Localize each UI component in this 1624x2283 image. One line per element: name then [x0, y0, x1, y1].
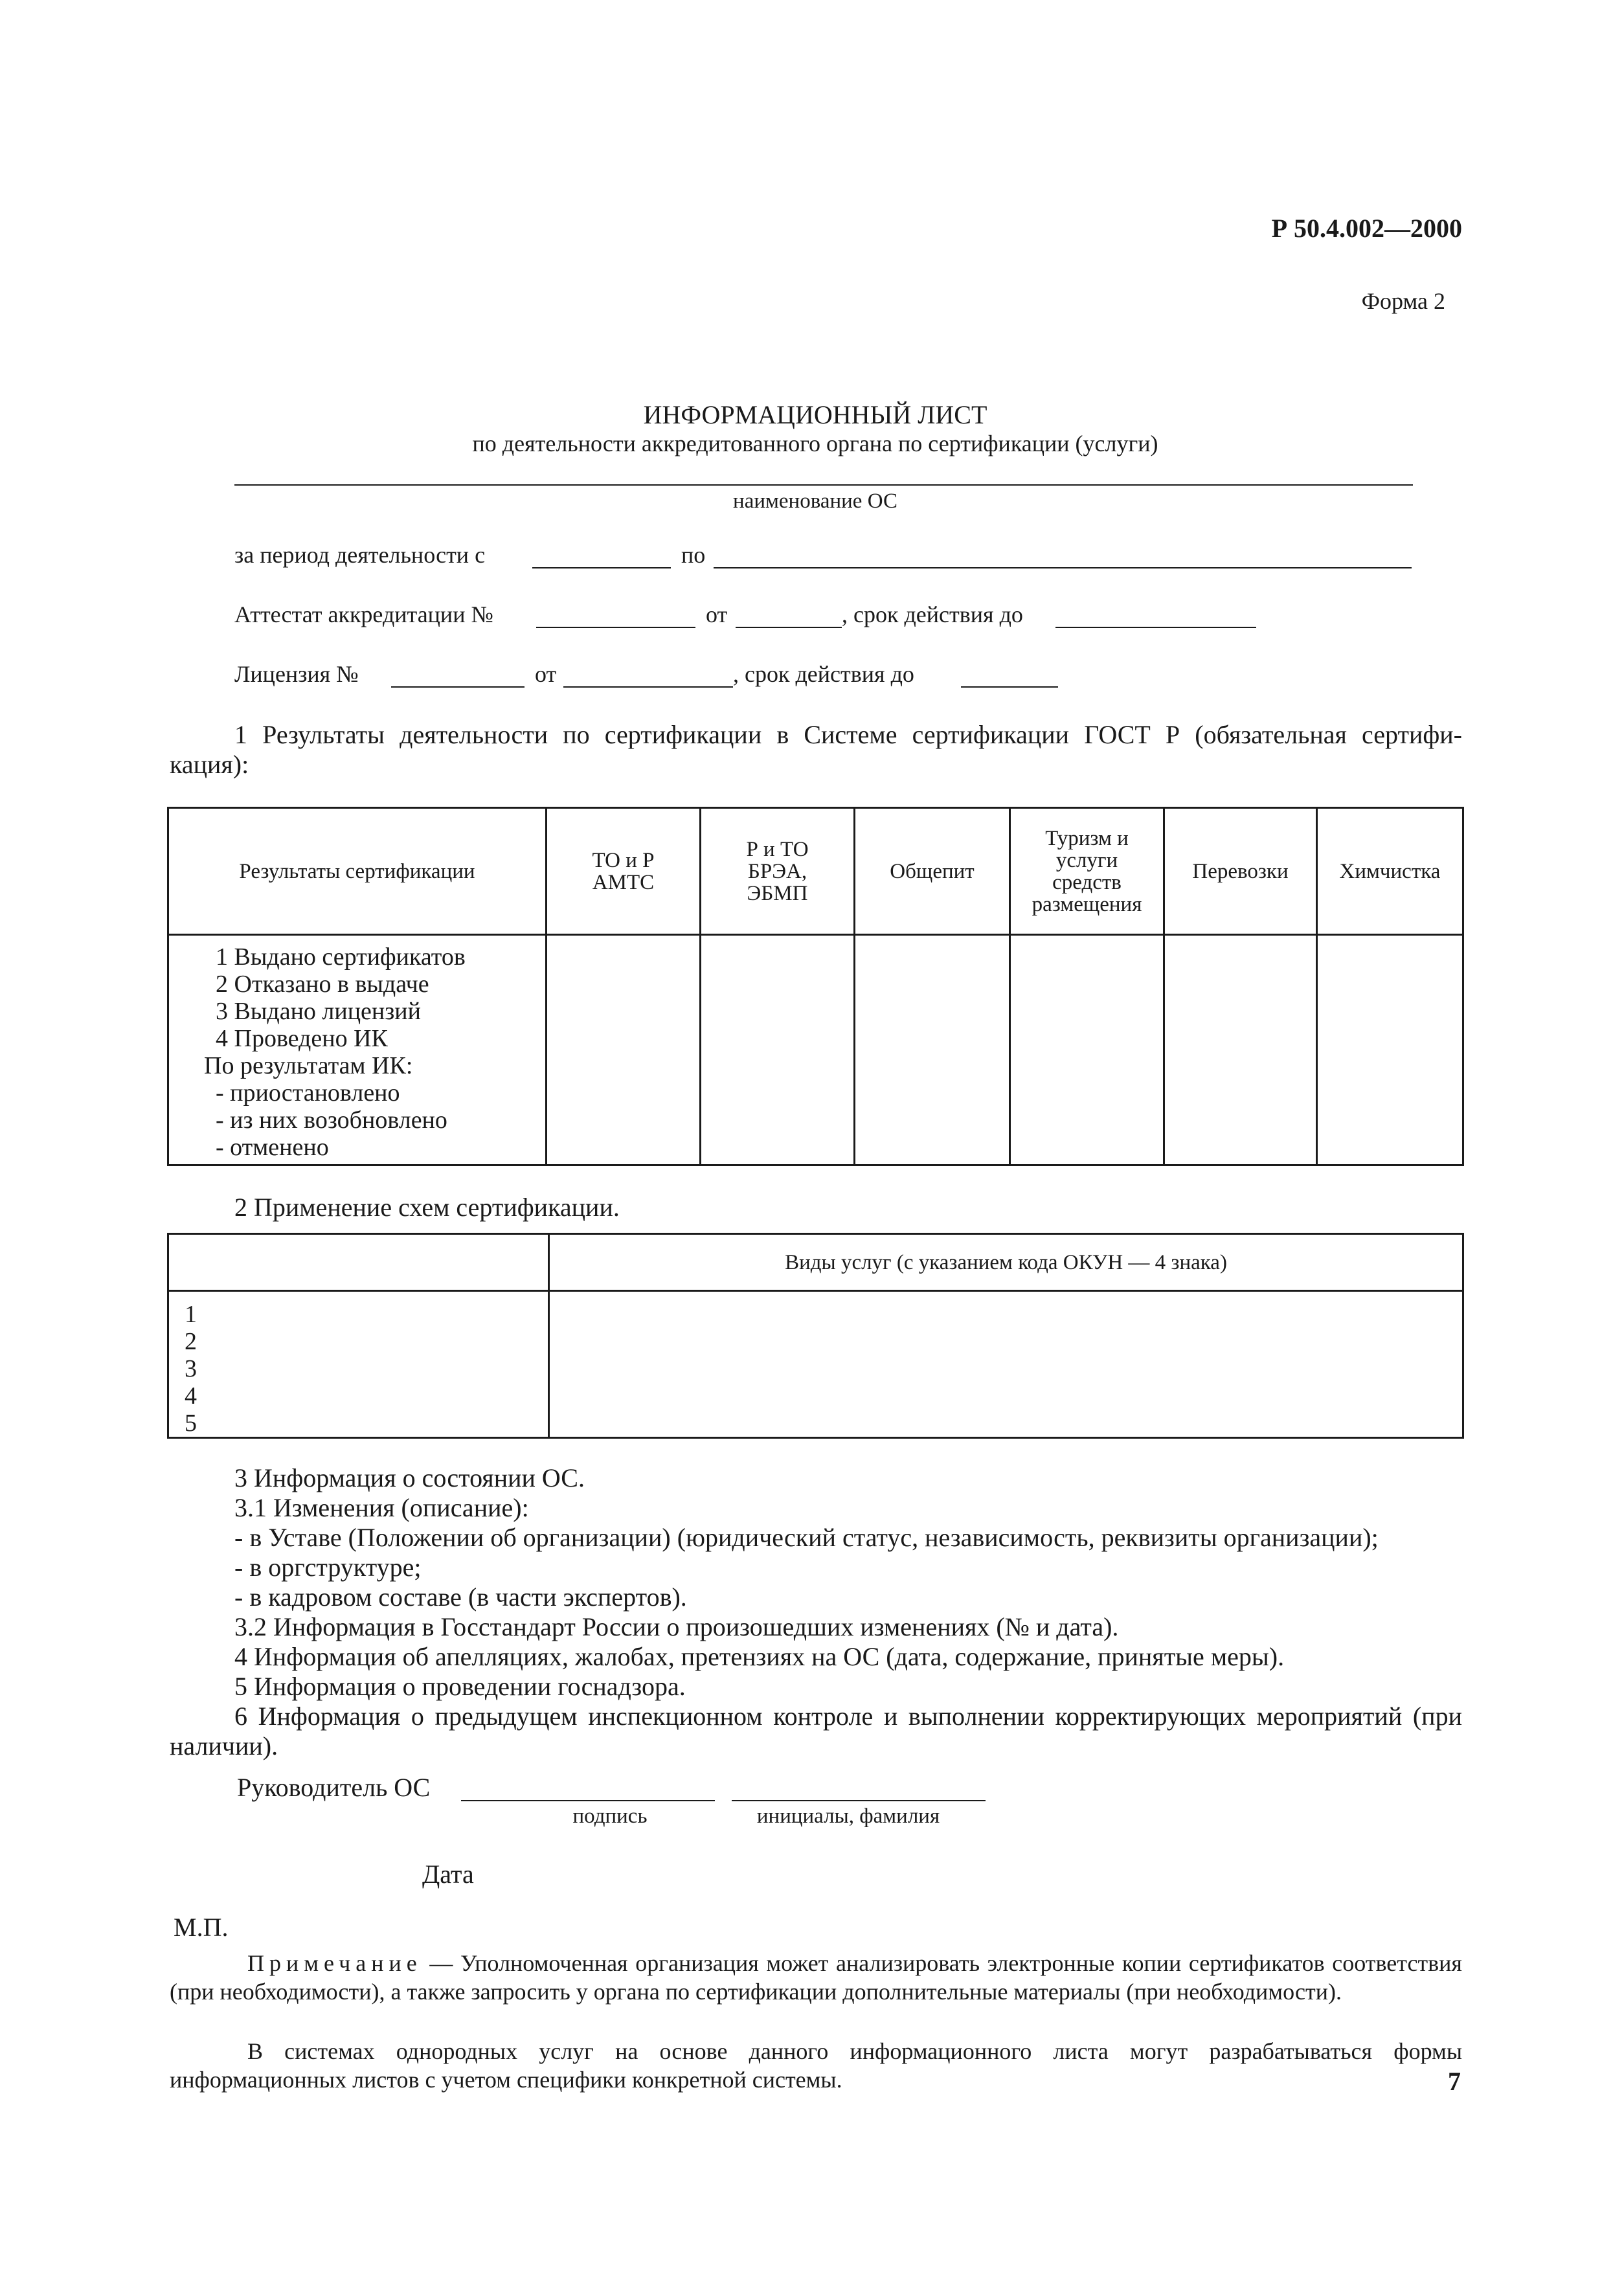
row-label: - отменено	[216, 1134, 329, 1161]
cert-valid-label: , срок действия до	[842, 602, 1023, 627]
col-transport: Перевозки	[1164, 808, 1317, 935]
cert-from-label: от	[706, 602, 728, 627]
form-label: Форма 2	[1361, 288, 1445, 314]
license-valid-label: , срок действия до	[733, 661, 914, 687]
service-types-cell[interactable]	[549, 1291, 1463, 1438]
form-title: ИНФОРМАЦИОННЫЙ ЛИСТ	[643, 400, 987, 429]
cell-obschepit[interactable]	[855, 935, 1010, 1165]
license-label: Лицензия №	[234, 661, 359, 687]
row-label: 2 Отказано в выдаче	[216, 971, 429, 998]
schemes-table	[167, 1233, 1464, 1439]
row-label: 1 Выдано сертификатов	[216, 943, 466, 971]
section4: 4 Информация об апелляциях, жалобах, претензиях на ОС (дата, содержание, принятые меры).	[234, 1642, 1285, 1671]
period-to-field[interactable]	[714, 567, 1412, 568]
cell-tourism[interactable]	[1010, 935, 1164, 1165]
row-label: По результатам ИК:	[204, 1052, 413, 1079]
scheme-number: 2	[185, 1328, 197, 1355]
section1-heading-line2: кация):	[170, 750, 249, 779]
form-subtitle: по деятельности аккредитованного органа по сертификации (услуги)	[472, 431, 1158, 456]
name-field[interactable]	[732, 1800, 986, 1801]
cell-transport[interactable]	[1164, 935, 1317, 1165]
section3-title: 3 Информация о состоянии ОС.	[234, 1463, 585, 1492]
os-name-line	[234, 484, 1413, 486]
license-number-field[interactable]	[391, 686, 524, 688]
signature-caption: подпись	[572, 1805, 648, 1828]
document-number: Р 50.4.002—2000	[1271, 214, 1462, 243]
section3-1: 3.1 Изменения (описание):	[234, 1493, 529, 1522]
scheme-numbers	[168, 1291, 549, 1438]
stamp-label: М.П.	[174, 1913, 229, 1942]
cell-brea[interactable]	[701, 935, 855, 1165]
row-label: 3 Выдано лицензий	[216, 998, 421, 1025]
col-to-amts: ТО и Р АМТС	[547, 808, 701, 935]
row-label: - приостановлено	[216, 1079, 400, 1107]
col-tourism: Туризм и услуги средств размещения	[1010, 808, 1164, 935]
change-charter: - в Уставе (Положении об организации) (юридический статус, независимость, реквизиты организации);	[234, 1523, 1379, 1552]
period-label: за период деятельности с	[234, 542, 486, 568]
note-text: — Уполномоченная организация может анализировать электронные копии сертификатов соответствия (при необходимости), а также запросить у органа по сертификации дополнительные материалы (при необходимости).	[170, 1950, 1462, 2005]
cert-label: Аттестат аккредитации №	[234, 602, 493, 627]
os-name-caption: наименование ОС	[733, 489, 897, 513]
head-label: Руководитель ОС	[237, 1773, 431, 1802]
scheme-number: 1	[185, 1301, 197, 1328]
page-number: 7	[1448, 2067, 1461, 2096]
license-valid-field[interactable]	[961, 686, 1058, 688]
period-from-field[interactable]	[532, 567, 671, 568]
license-date-field[interactable]	[563, 686, 733, 688]
cell-to-amts[interactable]	[547, 935, 701, 1165]
section3-2: 3.2 Информация в Госстандарт России о произошедших изменениях (№ и дата).	[234, 1612, 1119, 1641]
change-structure: - в оргструктуре;	[234, 1553, 422, 1582]
results-table	[167, 807, 1464, 1166]
row-label: 4 Проведено ИК	[216, 1025, 388, 1052]
cert-date-field[interactable]	[736, 627, 842, 628]
col-results: Результаты сертификации	[168, 808, 547, 935]
section5: 5 Информация о проведении госнадзора.	[234, 1672, 686, 1701]
note-paragraph	[170, 1949, 1462, 2006]
scheme-number: 5	[185, 1410, 197, 1437]
license-from-label: от	[535, 661, 557, 687]
scheme-number: 4	[185, 1382, 197, 1410]
cell-drycleaning[interactable]	[1317, 935, 1463, 1165]
note-paragraph-2: В системах однородных услуг на основе данного информационного листа могут разрабатываться формы информационных листов с учетом специфики конкретной системы.	[170, 2038, 1462, 2093]
date-label: Дата	[422, 1860, 474, 1889]
cert-valid-field[interactable]	[1055, 627, 1256, 628]
name-caption: инициалы, фамилия	[756, 1805, 940, 1828]
cert-number-field[interactable]	[536, 627, 695, 628]
note-label: Примечание	[247, 1950, 422, 1976]
period-to-label: по	[681, 542, 706, 568]
row-label: - из них возобновлено	[216, 1107, 447, 1134]
results-rows	[168, 935, 547, 1165]
col-service-types: Виды услуг (с указанием кода ОКУН — 4 знака)	[549, 1234, 1463, 1291]
scheme-number: 3	[185, 1355, 197, 1382]
section6: 6 Информация о предыдущем инспекционном контроле и выполнении корректирующих мероприятий (при наличии).	[170, 1702, 1462, 1760]
signature-field[interactable]	[461, 1800, 715, 1801]
section2-heading: 2 Применение схем сертификации.	[234, 1193, 620, 1222]
change-staff: - в кадровом составе (в части экспертов).	[234, 1582, 687, 1612]
schemes-corner	[168, 1234, 549, 1291]
col-brea: Р и ТО БРЭА, ЭБМП	[701, 808, 855, 935]
col-drycleaning: Химчистка	[1317, 808, 1463, 935]
section1-heading-line1: 1 Результаты деятельности по сертификации в Системе сертификации ГОСТ Р (обязательная сертифи-	[234, 720, 1462, 749]
col-obschepit: Общепит	[855, 808, 1010, 935]
